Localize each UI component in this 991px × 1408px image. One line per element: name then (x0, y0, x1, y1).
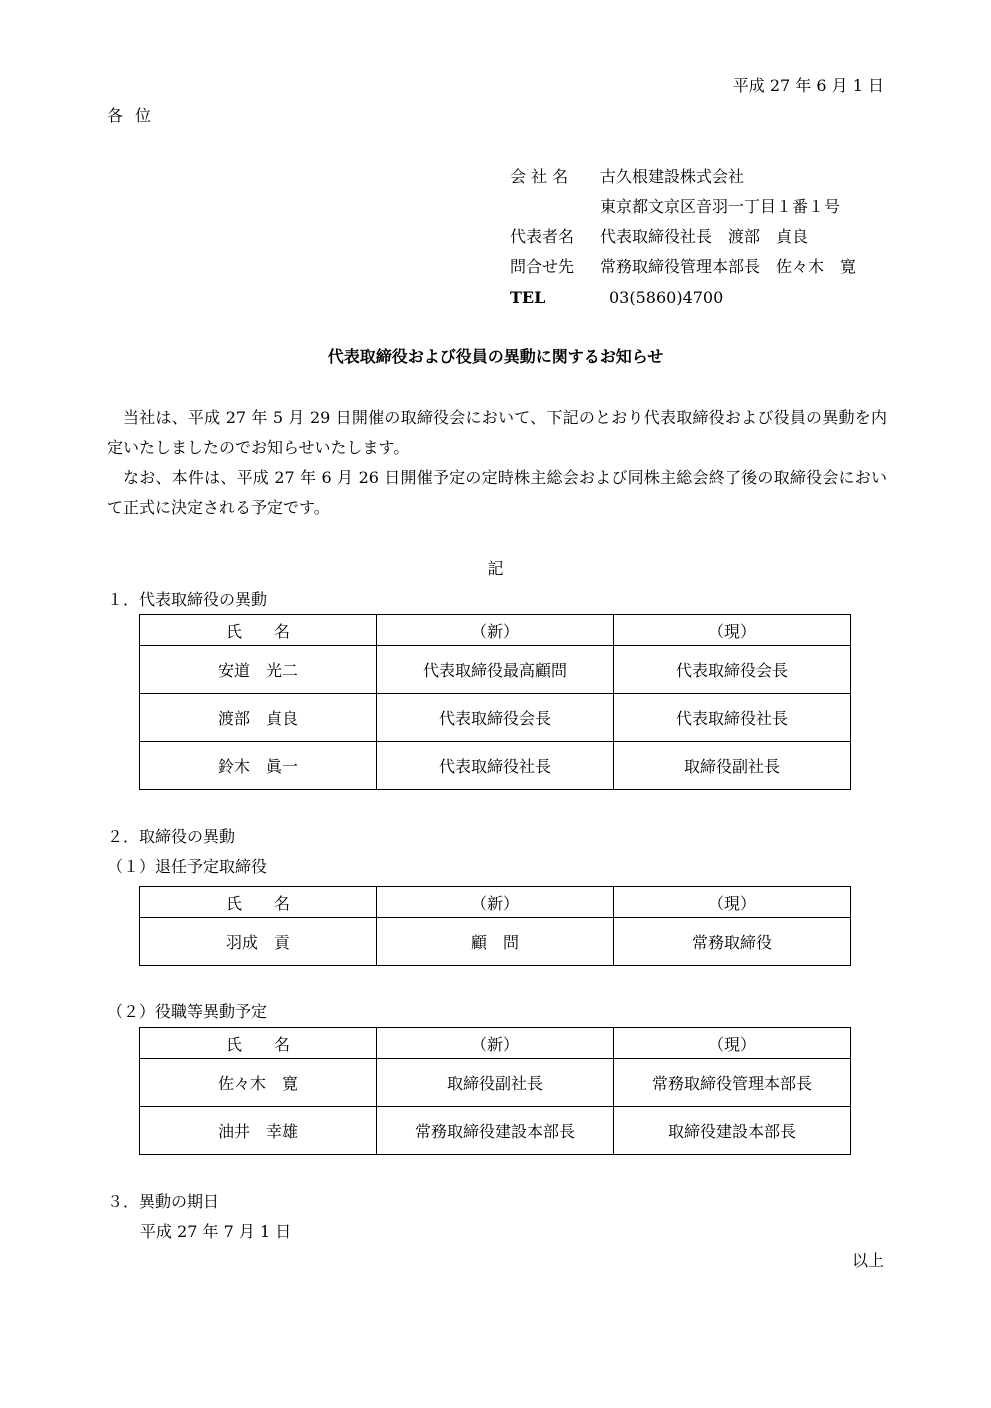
cell-new: 常務取締役建設本部長 (377, 1107, 614, 1155)
table-row (140, 1059, 851, 1107)
cell-current: 取締役建設本部長 (614, 1107, 851, 1155)
section2-sub1-table (139, 886, 851, 966)
company-address: 東京都文京区音羽一丁目１番１号 (600, 197, 841, 216)
header-new: （新） (377, 887, 614, 918)
company-name: 古久根建設株式会社 (600, 167, 745, 186)
effective-date: 平成 27 年 7 月 1 日 (140, 1222, 292, 1241)
cell-new: 顧 問 (377, 918, 614, 966)
body-paragraph-2: なお、本件は、平成 27 年 6 月 26 日開催予定の定時株主総会および同株主総会終了後の取締役会において正式に決定される予定です。 (107, 468, 887, 517)
cell-new: 取締役副社長 (377, 1059, 614, 1107)
header-current: （現） (614, 1028, 851, 1059)
section2-sub1-heading: （１）退任予定取締役 (107, 857, 268, 876)
cell-new: 代表取締役社長 (377, 742, 614, 790)
tel-number: 03(5860)4700 (609, 288, 724, 307)
contact-label: 問合せ先 (510, 257, 575, 276)
cell-name: 佐々木 寛 (140, 1059, 377, 1107)
cell-name: 油井 幸雄 (140, 1107, 377, 1155)
cell-name: 羽成 貢 (140, 918, 377, 966)
section2-sub2-table (139, 1027, 851, 1155)
cell-current: 代表取締役社長 (614, 694, 851, 742)
document-date: 平成 27 年 6 月 1 日 (732, 76, 884, 95)
header-name: 氏 名 (140, 615, 377, 646)
header-new: （新） (377, 1028, 614, 1059)
header-name: 氏 名 (140, 1028, 377, 1059)
table-header-row (140, 615, 851, 646)
tel-label: TEL (510, 288, 546, 307)
table-header-row (140, 1028, 851, 1059)
table-row (140, 918, 851, 966)
section3-heading: ３．異動の期日 (107, 1192, 220, 1211)
contact-name: 常務取締役管理本部長 佐々木 寛 (600, 257, 857, 276)
section1-heading: １．代表取締役の異動 (107, 590, 268, 609)
cell-current: 取締役副社長 (614, 742, 851, 790)
cell-name: 渡部 貞良 (140, 694, 377, 742)
header-name: 氏 名 (140, 887, 377, 918)
ki-marker: 記 (487, 559, 504, 578)
company-label: 会 社 名 (510, 167, 569, 186)
body-paragraph-1: 当社は、平成 27 年 5 月 29 日開催の取締役会において、下記のとおり代表取締役および役員の異動を内定いたしましたのでお知らせいたします。 (107, 408, 887, 457)
cell-new: 代表取締役会長 (377, 694, 614, 742)
section2-heading: ２．取締役の異動 (107, 827, 236, 846)
table-header-row (140, 887, 851, 918)
cell-current: 代表取締役会長 (614, 646, 851, 694)
document-title: 代表取締役および役員の異動に関するお知らせ (327, 347, 664, 366)
representative-label: 代表者名 (510, 227, 575, 246)
addressee: 各位 (107, 106, 164, 125)
table-row (140, 1107, 851, 1155)
cell-new: 代表取締役最高顧問 (377, 646, 614, 694)
cell-name: 安道 光二 (140, 646, 377, 694)
header-new: （新） (377, 615, 614, 646)
table-row (140, 694, 851, 742)
section2-sub2-heading: （２）役職等異動予定 (107, 1002, 268, 1021)
header-current: （現） (614, 887, 851, 918)
cell-name: 鈴木 眞一 (140, 742, 377, 790)
header-current: （現） (614, 615, 851, 646)
table-row (140, 646, 851, 694)
representative-name: 代表取締役社長 渡部 貞良 (600, 227, 809, 246)
cell-current: 常務取締役管理本部長 (614, 1059, 851, 1107)
closing-mark: 以上 (851, 1251, 884, 1270)
table-row (140, 742, 851, 790)
section1-table (139, 614, 851, 790)
cell-current: 常務取締役 (614, 918, 851, 966)
